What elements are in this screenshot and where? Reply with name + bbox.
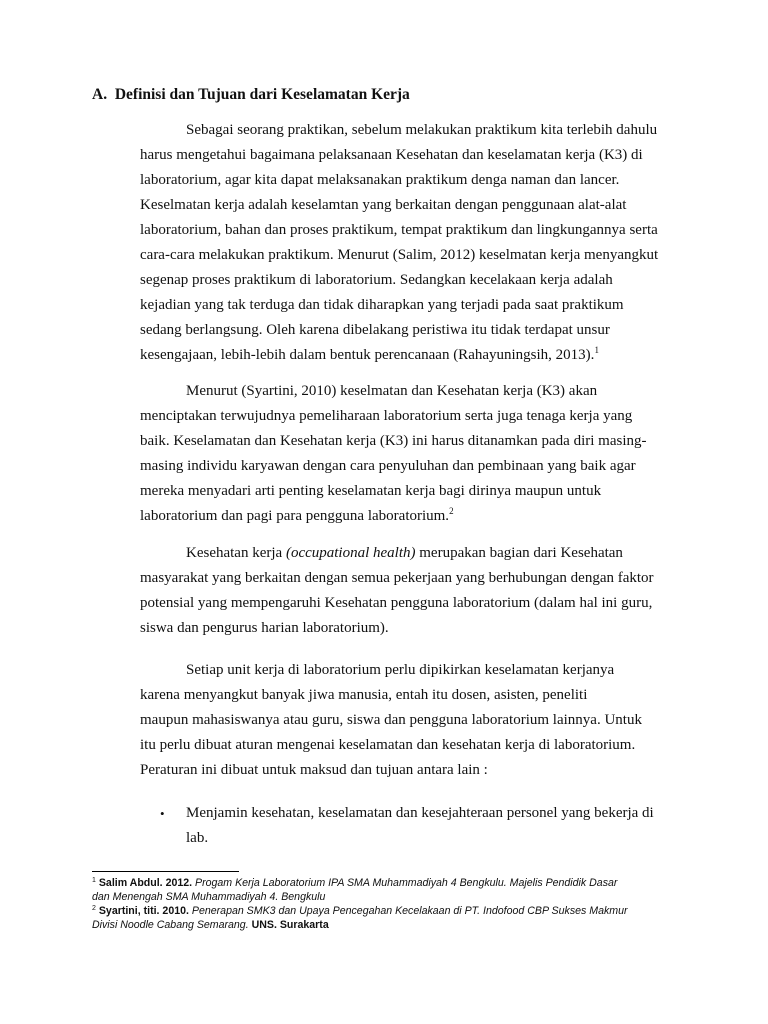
paragraph-line: laboratorium, bahan dan proses praktikum, tempat praktikum dan lingkungannya serta (140, 222, 658, 238)
paragraph-line-last (140, 343, 680, 368)
section-marker: A. (92, 86, 108, 103)
footnotes (92, 876, 692, 932)
paragraph-text: kesengajaan, lebih-lebih dalam bentuk perencanaan (Rahayuningsih, 2013). (140, 347, 595, 363)
footnote-author: Syartini, titi. 2010. (98, 905, 189, 917)
section-title: Definisi dan Tujuan dari Keselamatan Kerja (114, 86, 410, 103)
section-heading (92, 86, 410, 104)
paragraph-line: segenap proses praktikum di laboratorium. Sedangkan kecelakaan kerja adalah (140, 272, 613, 288)
paragraph-line: karena menyangkut banyak jiwa manusia, entah itu dosen, asisten, peneliti (140, 687, 588, 703)
bullet-line: lab. (186, 830, 209, 846)
footnote-separator (92, 871, 239, 872)
footnote-2 (92, 904, 692, 918)
paragraph-text: laboratorium dan pagi para pengguna laboratorium. (140, 508, 450, 524)
paragraph-3 (140, 541, 680, 641)
footnote-title: dan Menengah SMA Muhammadiyah 4. Bengkulu (92, 891, 326, 903)
footnote-1-cont (92, 890, 692, 904)
bullet-line: Menjamin kesehatan, keselamatan dan kesejahteraan personel yang bekerja di (186, 805, 654, 821)
paragraph-line: siswa dan pengurus harian laboratorium). (140, 620, 389, 636)
paragraph-line: menciptakan terwujudnya pemeliharaan laboratorium serta juga tenaga kerja yang (140, 408, 633, 424)
paragraph-line: baik. Keselamatan dan Kesehatan kerja (K3) ini harus ditanamkan pada diri masing- (140, 433, 647, 449)
paragraph-line: harus mengetahui bagaimana pelaksanaan Kesehatan dan keselamatan kerja (K3) di (140, 147, 643, 163)
paragraph-line: Setiap unit kerja di laboratorium perlu dipikirkan keselamatan kerjanya (186, 662, 615, 678)
paragraph-line: mereka menyadari arti penting keselamatan kerja bagi dirinya maupun untuk (140, 483, 602, 499)
italic-term: (occupational health) (285, 545, 416, 561)
footnote-2-cont (92, 918, 692, 932)
paragraph-line: itu perlu dibuat aturan mengenai keselamatan dan kesehatan kerja di laboratorium. (140, 737, 636, 753)
paragraph-line: Keselmatan kerja adalah keselamtan yang berkaitan dengan penggunaan alat-alat (140, 197, 627, 213)
paragraph-line (140, 541, 680, 566)
paragraph-line: maupun mahasiswanya atau guru, siswa dan pengguna laboratorium lainnya. Untuk (140, 712, 642, 728)
paragraph-line: Menurut (Syartini, 2010) keselmatan dan Kesehatan kerja (K3) akan (186, 383, 598, 399)
footnote-title: Divisi Noodle Cabang Semarang. (92, 919, 249, 931)
paragraph-line: kejadian yang tak terduga dan tidak diharapkan yang terjadi pada saat praktikum (140, 297, 624, 313)
paragraph-1 (140, 118, 680, 368)
footnote-number: 1 (92, 877, 96, 884)
paragraph-line: Peraturan ini dibuat untuk maksud dan tujuan antara lain : (140, 762, 488, 778)
bullet-text (186, 801, 686, 851)
paragraph-line: masing individu karyawan dengan cara penyuluhan dan pembinaan yang baik agar (140, 458, 636, 474)
paragraph-line: cara-cara melakukan praktikum. Menurut (Salim, 2012) keselmatan kerja menyangkut (140, 247, 659, 263)
bullet-icon: • (160, 806, 165, 821)
footnote-title: Penerapan SMK3 dan Upaya Pencegahan Kecelakaan di PT. Indofood CBP Sukses Makmur (191, 905, 628, 917)
footnote-ref-2[interactable]: 2 (449, 506, 454, 516)
paragraph-2 (140, 379, 680, 529)
paragraph-line: potensial yang mempengaruhi Kesehatan pengguna laboratorium (dalam hal ini guru, (140, 595, 653, 611)
footnote-author: Salim Abdul. 2012. (98, 877, 193, 889)
paragraph-line-last (140, 504, 680, 529)
paragraph-line: Sebagai seorang praktikan, sebelum melakukan praktikum kita terlebih dahulu (186, 122, 658, 138)
footnote-number: 2 (92, 905, 96, 912)
paragraph-line: masyarakat yang berkaitan dengan semua pekerjaan yang berhubungan dengan faktor (140, 570, 654, 586)
footnote-publisher: UNS. Surakarta (251, 919, 329, 931)
footnote-title: Progam Kerja Laboratorium IPA SMA Muhammadiyah 4 Bengkulu. Majelis Pendidik Dasar (195, 877, 618, 889)
paragraph-text: merupakan bagian dari Kesehatan (415, 545, 623, 561)
footnote-1 (92, 876, 692, 890)
paragraph-line: sedang berlangsung. Oleh karena dibelakang peristiwa itu tidak terdapat unsur (140, 322, 610, 338)
paragraph-4 (140, 658, 680, 783)
footnote-ref-1[interactable]: 1 (594, 345, 599, 355)
paragraph-line: laboratorium, agar kita dapat melaksanakan praktikum denga naman dan lancer. (140, 172, 620, 188)
paragraph-text: Kesehatan kerja (186, 545, 286, 561)
